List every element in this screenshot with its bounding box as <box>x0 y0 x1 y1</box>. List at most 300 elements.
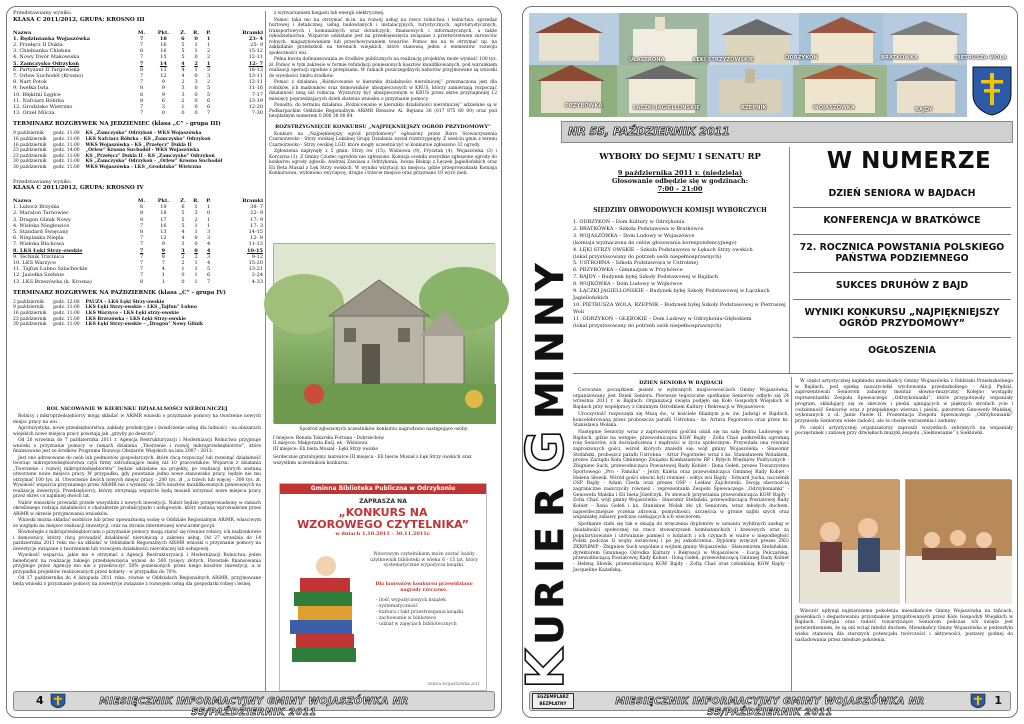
cover-page <box>516 6 1018 718</box>
table-cell: 10. Błękitni Łęgłce <box>13 91 61 98</box>
results-intro-1: Przedstawiamy wyniki: <box>13 10 72 16</box>
schedule-cell: godz. 12:00 <box>53 299 80 305</box>
schedule-cell: 23 październik <box>13 316 47 322</box>
paragraph: Od 17 października do 4 listopada 2011 roku, równie w Oddziałach Regionalnych ARiMR, przyjmowane będą wnioski o przyznanie pomocy na inwestycje związane z rozwojem usług dla gospodarki rolnej i leśnej. <box>13 576 261 587</box>
table-cell: 8 <box>139 278 144 285</box>
masthead-letter: N <box>528 295 572 327</box>
schedule-cell: godz. 11:00 <box>53 164 80 170</box>
table-cell: 12-11 <box>248 54 263 61</box>
village-caption: RZEPNIK <box>741 105 767 111</box>
village-caption: WOJASZÓWKA <box>813 105 855 111</box>
senior-photo-1 <box>799 479 899 603</box>
coat-of-arms-icon <box>968 693 988 709</box>
paragraph: Od 26 września do 7 października 2011 r. Agencja Restrukturyzacji i Modernizacji Rolnictwa przyjmuje wnioski o przyznanie pomocy w ramach działania „Tworzenie i rozwój mikroprzedsiębiorstw”, które finansowane jest ze środków Programu Rozwoju Obszarów Wiejskich na lata 2007 - 2013. <box>13 438 261 454</box>
table-cell: 5 <box>206 266 211 273</box>
district-item: 5. USTROBNA – Szkoła Podstawowa w Ustrobnej <box>573 260 698 267</box>
schedule-cell: godz. 14:00 <box>53 148 80 154</box>
winner-item: I miejsce: Renata Tokarska Fortuna - Dobrzechów <box>273 435 385 441</box>
table-cell: 11. Nafciarz Bóbrka <box>13 97 65 104</box>
gmina-crest-icon <box>971 65 1013 117</box>
schedule-cell: KS „Zamczysko” Odrzykoń - „Orlew” Krosno Suchodół <box>85 159 223 165</box>
column-header: Pkt. <box>157 198 170 204</box>
paragraph: Pomoc taka mo na otrzymać m.in. na rozwój usług na rzecz rolnictwa i leśnictwa, sprzedaż hurtowej i detalicznej, usług budowlanych i instalacyjnych, turystycznych, agroturystycznych, transportowych i komunalnych oraz doradczych, finansowych i informatycznych, a także rękodzielnictwa. Wsparcie udzielane jest na przedsięwzięcia związane z przetwórstwem surowców rolnych, magazynowaniem lub przechowywaniem towarów. Pomoc mo na te otrzymać np. na zakładanie przedszkoli na terenach wiejskich, które stanowią jeden z elementów rozwoju społeczności wsi. <box>269 17 497 56</box>
kurier-gminny-masthead <box>516 121 576 697</box>
schedule-cell: LKS Warzyce – LKS Łęki strzy-owskie <box>85 311 179 317</box>
table-cell: 11-13 <box>248 241 263 248</box>
table-cell: 6 <box>181 35 185 42</box>
table-cell: 3 <box>206 66 211 73</box>
table-cell: 7 <box>206 278 211 285</box>
back-page <box>6 6 502 718</box>
masthead-letter: K <box>516 648 576 689</box>
table-cell: 8 <box>139 48 144 55</box>
schedule-title-1: TERMINARZ ROZGRYWEK NA JEDZIENIEC (klasa „C” - grupa III) <box>13 121 221 128</box>
table-cell: 4 <box>181 235 185 242</box>
table-cell: 1 <box>181 266 185 273</box>
table-cell: 3 <box>181 85 185 92</box>
table-cell: 4-33 <box>251 278 263 285</box>
senior-day-article <box>573 377 789 695</box>
district-item: 10. PIETRUSZA WOLA, RZEPNIK – Budynek byłej Szkoły Podstawowej w Pietruszej Woli <box>573 301 786 315</box>
table-cell: 3 <box>181 241 185 248</box>
seniors-photo-image <box>800 480 900 604</box>
table-cell: 6 <box>181 204 185 211</box>
district-item: 6. PRZYBÓWKA – Gimnazjum w Przybówce <box>573 267 683 274</box>
table-cell: 8 <box>139 97 144 104</box>
criteria-item: - kultura i takt przestrzegania książki <box>376 610 464 615</box>
table-cell: 1 <box>194 229 198 236</box>
table-cell: 3. Chlebianka Chlebna <box>13 48 71 55</box>
poster-criteria <box>376 598 480 628</box>
contents-item: 72. ROCZNICA POWSTANIA POLSKIEGO PAŃSTWA PODZIEMNEGO <box>793 235 1011 273</box>
table-cell: 9 <box>161 247 166 254</box>
table-cell: 1 <box>206 41 211 48</box>
column-header: Z. <box>180 198 186 204</box>
table-cell: 7 <box>139 72 144 79</box>
winners-box <box>273 427 495 479</box>
table-cell: 7 <box>139 260 144 267</box>
table-cell: 1 <box>194 260 198 267</box>
schedule-table-2 <box>13 300 263 328</box>
paragraph: Wysokość wsparcia, jakie mo e otrzymać z Agencji Restrukturyzacji i Modernizacji Rolnictwa jeden beneficjent na realizację takiego przedsięwzięcia wynosi do 500 tysięcy złotych. Pozostałe finansowania przyjmuje przez Agencję mo nie z przekroczyć 50% poniesionych przez niego kosztów inwestycji, a w przypadku projektów realizowanych przez kobiety - w przypadku do 70%. <box>13 553 261 575</box>
table-cell: 15-12 <box>248 48 263 55</box>
league-table-1 <box>13 30 263 117</box>
column-header: M. <box>137 29 146 36</box>
village-caption: ŁĄCZKI JAGIELLOŃSKIE <box>633 105 700 111</box>
results-intro-2: Przedstawiamy wyniki: <box>13 178 72 185</box>
table-cell: 14-15 <box>248 229 263 236</box>
table-cell: 5 <box>181 54 185 61</box>
table-row <box>13 279 263 285</box>
contents-item: SUKCES DRUHÓW Z BAJD <box>793 273 1011 300</box>
contents-title: W NUMERZE <box>826 148 992 174</box>
winner-item: III miejsce: Eli bieta Musiał - Łęki Strzy owskie <box>273 446 378 452</box>
table-cell: 8. Nart Potok <box>13 79 47 86</box>
poster-title-2: WZOROWEGO CZYTELNIKA” <box>297 518 469 531</box>
table-cell: 0 <box>194 97 198 104</box>
table-cell: 8 <box>139 91 144 98</box>
table-cell: 3 <box>181 91 185 98</box>
table-cell: 1 <box>161 278 165 285</box>
paragraph: Corocznie, początkiem jesieni w wybranych miejscowościach Gminy Wojaszówka, organizowany jest Dzień Seniora. Pierwsze tegoroczne spotkanie Seniorów odbyło się 24 września 2011 r. w Bajdach. Organizacji święta podjęło się Koło Gospodyń Wiejskich w Bajdach przy współpracy z Gminnym Ośrodkiem Kultury i Rekreacji w Wojaszówce. <box>573 388 789 411</box>
table-cell: 3. Dragon Glinik Nowy <box>13 216 71 223</box>
contents-item: WYNIKI KONKURSU „NAJPIĘKNIEJSZY OGRÓD PRZYDOMOWY” <box>793 300 1011 338</box>
table-cell: 2 <box>206 54 211 61</box>
table-cell: 7 <box>139 79 144 86</box>
table-cell: 4. Nowy Dwór Makowiska <box>13 54 80 61</box>
table-cell: 0 <box>161 110 165 117</box>
table-cell: 7 <box>139 235 144 242</box>
table-cell: 6 <box>206 103 211 110</box>
masthead-letter: G <box>516 430 576 473</box>
table-cell: 0 <box>181 272 185 279</box>
coat-of-arms-icon <box>48 693 68 709</box>
table-cell: 0 <box>194 85 198 92</box>
table-cell: 0 <box>181 278 185 285</box>
table-cell: 4 <box>181 229 185 236</box>
table-cell: 12-20 <box>248 103 263 110</box>
table-cell: 7 <box>139 241 144 248</box>
table-cell: 9 <box>161 85 165 92</box>
table-cell: 9-12 <box>251 253 263 260</box>
column-header: Bramki <box>242 29 263 36</box>
election-title: WYBORY DO SEJMU I SENATU RP <box>599 151 761 161</box>
table-cell: 6. Partyzant II Targowiska <box>13 66 80 73</box>
table-cell: 13-11 <box>248 72 263 79</box>
table-cell: 16 <box>160 41 167 48</box>
table-cell: 15-20 <box>248 260 263 267</box>
table-cell: 6. Nieplanka Niepla <box>13 235 64 242</box>
paragraph: Następnie Seniorzy wraz z zaproszonymi gośćmi udali się na salę Domu Ludowego w Bajdach, gdzie na wstępie, przewodnicząca KGW Bajdy - Zofia Chaś podkreśliła ogromną rolę Seniorów, ich doświadczenia i mądrości w życiu społecznym. Przywitała ona również zaproszonych gości, wśród których znaleźli się: wójt gminy Wojaszówka - Sławomir Stefański, proboszcz parafii Ustrobna - Artur Pogorzelec wraz z ks. Stanisławem Wolakiem, prezes Zarządu Koła Gminnego Związku Kombatantów RP i Byłych Więźniów Politycznych - Zbigniew Such, przewodnicząca Powiatowej Rady Kobiet - Ilona Gołeń, prezes Towarzystwa Sportowego „Pro - Familia” - Jerzy Kaleta oraz przewodnicząca Gminnej Rady Kobiet - Helena Słowik. Wśród gości obecni byli również : sołtys wsi Bajdy - Edward Jucha, naczelnik OSP Bajdy - Adam Ciesla oraz prezes OSP - Lesław Zajchowski. Swoją obecnością zagraniczne zaszczyciły również : reprezentanki Zespołu Śpiewaczego „Odrzykonianki” - Genowefa Malska i Eli bieta Józefczyk. Po słowach przywitania przewodnicząca KGW Bajdy - Zofia Chaś, wójt gminy Wojaszówka - Sławomir Stefański, przewodnicząca Powiatowej Rady Kobiet - Ilona Gołeń i ks. Stanisław Wolak zło yli Seniorom, wraz młodych duchem, najserdeczniejsze yczenia zdrowia, pomyślności, szczęścia w gronie najbli szych oraz wspaniałej zabawy podczas czekających ich wieczorem. <box>573 429 789 521</box>
column-header: Nazwa <box>13 198 32 204</box>
schedule-cell: KS „Przełęcz” Dukla II - KS „Zamczysko” Odrzykoń <box>85 153 215 159</box>
table-cell: 0 <box>194 241 198 248</box>
page-number: 4 <box>36 694 44 707</box>
schedule-cell: godz. 11:00 <box>53 142 80 148</box>
paragraph: z wytwarzaniem biogazu lub energii elektrycznej. <box>274 11 385 16</box>
senior-article-continued <box>795 379 1013 475</box>
table-cell: 1 <box>206 35 211 42</box>
paragraph: Rolnicy i mikroprzedsiębiorcy mogą składać w ARiMR wnioski o przyznanie pomocy na tworzenie nowych miejsc pracy na wsi. <box>13 414 261 425</box>
column-header: Bramki <box>242 198 263 204</box>
masthead-letter: M <box>528 381 572 419</box>
table-cell: 8 <box>139 210 144 217</box>
table-cell: 7 <box>139 272 144 279</box>
schedule-cell: 30 październik <box>13 159 47 165</box>
village-caption: PIETRUSZA WOLA <box>955 55 1007 61</box>
table-cell: 1 <box>206 222 211 229</box>
criteria-item: - zachowanie w bibliotece <box>376 616 437 621</box>
schedule-cell: 16 październik <box>13 136 47 142</box>
table-cell: 1. Rędzinianka Wojaszówka <box>13 35 90 42</box>
schedule-cell: godz. 11:00 <box>53 153 80 159</box>
table-cell: 5 <box>206 91 211 98</box>
table-cell: 0 <box>194 35 198 42</box>
table-cell: 18-13 <box>248 66 263 73</box>
column-header: Z. <box>180 29 186 36</box>
table-cell: 7 <box>206 110 211 117</box>
table-cell: 16 <box>160 222 167 229</box>
table-cell: 17- 3 <box>250 222 263 229</box>
table-cell: 12. Jasiołka Szebnie <box>13 272 64 279</box>
table-cell: 1 <box>194 204 198 211</box>
page-footer <box>529 691 1011 718</box>
table-cell: 22- 9 <box>250 210 263 217</box>
village-photos-image <box>529 13 967 117</box>
schedule-cell: 9 październik <box>13 131 44 137</box>
table-cell: 0 <box>206 210 211 217</box>
table-cell: 1 <box>194 41 198 48</box>
column-header: M. <box>137 198 146 204</box>
table-cell: 2. Przełęcz II Dukla <box>13 41 63 48</box>
contents-item: DZIEŃ SENIORA W BAJDACH <box>793 181 1011 208</box>
table-cell: 4 <box>181 66 185 73</box>
poster-prizes: Dla laureatów konkursu przewidziano nagrody rzeczowe. <box>375 582 473 593</box>
table-cell: 13. Orzeł Milcza <box>13 110 55 117</box>
schedule-cell: WKS Wojaszówka - LKS „Grodzisko” Wietrzno <box>85 164 202 170</box>
table-cell: 13-21 <box>248 266 263 273</box>
table-cell: 13 <box>160 229 167 236</box>
table-cell: 13-19 <box>248 97 263 104</box>
table-cell: 14 <box>159 60 167 67</box>
garden-photo <box>273 243 495 423</box>
table-cell: 5 <box>181 210 185 217</box>
garden-miniature-image <box>274 244 496 424</box>
district-item: (komisja wyznaczona do celów głosowania korespondencyjnego) <box>573 239 737 246</box>
table-cell: 6 <box>206 272 211 279</box>
table-cell: 0 <box>194 103 198 110</box>
column-header: P. <box>206 29 211 36</box>
table-cell: 0 <box>194 247 198 254</box>
masthead-letter: E <box>528 527 572 553</box>
table-cell: 7 <box>139 60 144 67</box>
table-cell: 7 <box>139 222 144 229</box>
schedule-cell: PAUZA – LKS Łęki Strzy-owskie <box>85 299 165 305</box>
village-photo-mosaic <box>529 13 967 117</box>
table-cell: 5 <box>181 41 185 48</box>
contents-item: OGŁOSZENIA <box>868 345 936 356</box>
table-cell: 4 <box>206 247 211 254</box>
page-number: 1 <box>994 694 1002 707</box>
district-item: 7. BAJDY – Budynek byłej Szkoły Podstawowej w Bajdach <box>573 274 719 281</box>
table-cell: 1 <box>161 272 165 279</box>
column-header: P. <box>206 198 211 204</box>
table-cell: 8 <box>139 85 144 92</box>
column-divider <box>789 147 790 373</box>
masthead-letter: Y <box>528 263 572 291</box>
schedule-cell: 23 październik <box>13 148 47 154</box>
districts-title: SIEDZIBY OBWODOWYCH KOMISJI WYBORCZYCH <box>593 207 767 214</box>
poster-invite: ZAPRASZA NA <box>359 498 407 505</box>
table-cell: 8 <box>139 204 144 211</box>
schedule-cell: „Orlew” Krosno Suchodół - WKS Wojaszówka <box>85 148 200 154</box>
schedule-cell: godz. 11:00 <box>53 322 80 328</box>
table-cell: 9 <box>161 91 165 98</box>
schedule-cell: 9 październik <box>13 305 44 311</box>
results-title-1: KLASA C 2011/2012, GRUPA: KROSNO III <box>13 16 145 23</box>
column-header: R. <box>193 29 200 36</box>
district-item: 9. ŁĄCZKI JAGIELLOŃSKIE – Budynek byłej Szkoły Podstawowej w Łączkach Jagiellońskich <box>573 288 770 301</box>
table-cell: 12 <box>160 235 167 242</box>
schedule-cell: 16 październik <box>13 311 47 317</box>
table-cell: 7 <box>139 110 144 117</box>
contest-closing: Serdecznie gratulujemy laureatce III miejsca - Eli biecie Musiał z Łęk Strzy owskich oraz wszystkim uczestnikom konkursu. <box>273 455 472 466</box>
table-cell: 23- 4 <box>248 35 263 42</box>
paragraph: Po części artystycznej organizatorzy zaprosili wszystkich zebranych na wspaniały poczęstunek i zabawę przy dźwiękach muzyki zespołu „Sieklowianie” z Sieklówki. <box>795 425 1013 437</box>
table-cell: 1 <box>206 216 211 223</box>
table-cell: 7. Orlew Suchodół (Krosno) <box>13 72 84 79</box>
masthead-letter: N <box>528 331 572 363</box>
masthead-letter: I <box>528 368 572 383</box>
table-cell: 2-24 <box>251 272 263 279</box>
page-footer <box>13 691 495 718</box>
schedule-cell: godz. 11:00 <box>53 316 80 322</box>
masthead-letter: R <box>528 579 572 609</box>
table-cell: 5 <box>181 222 185 229</box>
schedule-cell: godz. 11:00 <box>53 131 80 137</box>
results-title-2: KLASA C 2011/2012, GRUPA: KROSNO IV <box>13 185 144 191</box>
section-divider <box>573 373 1013 374</box>
table-cell: 0 <box>181 110 185 117</box>
table-cell: 2 <box>194 253 198 260</box>
election-hours-label: Głosowanie odbędzie się w godzinach: <box>611 177 749 185</box>
table-cell: 3 <box>206 229 211 236</box>
table-cell: 0 <box>194 110 198 117</box>
table-cell: 7-30 <box>251 110 263 117</box>
table-cell: 3 <box>181 247 185 254</box>
district-item: 8. WOJKÓWKA – Dom Ludowy w Wojkówce <box>573 281 683 288</box>
table-cell: 2 <box>206 79 211 86</box>
village-caption: BAJDY <box>915 107 933 113</box>
schedule-cell: 16 październik <box>13 142 47 148</box>
table-row <box>13 110 263 116</box>
table-cell: 9 <box>161 241 165 248</box>
free-copy-text: EGZEMPLARZ BEZPŁATNY <box>537 694 569 706</box>
table-cell: 7 <box>139 103 144 110</box>
schedule-cell: WKS Wojaszówka - KS „Przełęcz” Dukla II <box>85 142 192 148</box>
schedule-cell: 30 październik <box>13 322 47 328</box>
table-cell: 5 <box>181 216 185 223</box>
table-cell: 2 <box>194 60 198 67</box>
table-cell: 7 <box>139 41 144 48</box>
poster-footer: GMINA WOJASZÓWKA 2011 <box>427 682 480 686</box>
schedule-cell: LKS Łęki Strzy-owskie – „Dragon” Nowy Glinik <box>85 322 203 328</box>
table-cell: 0 <box>194 72 198 79</box>
district-item: (lokal przystosowany do potrzeb osób niepełnosprawnych) <box>573 322 722 329</box>
senior-title: DZIEŃ SENIORA W BAJDACH <box>639 380 723 386</box>
table-cell: 3 <box>194 79 198 86</box>
criteria-item: - ilość wypożyczonych książek <box>376 598 446 603</box>
table-cell: 1 <box>194 66 198 73</box>
table-cell: 10-15 <box>247 247 263 254</box>
table-cell: 8 <box>161 253 165 260</box>
table-cell: 13. LKS Brzezówka (k. Krosna) <box>13 278 92 285</box>
column-divider <box>265 11 266 693</box>
books-stack-image <box>286 552 362 672</box>
table-cell: 1 <box>206 204 211 211</box>
table-cell: 3 <box>206 235 211 242</box>
table-cell: 5 <box>206 85 211 92</box>
table-cell: 3 <box>194 210 198 217</box>
table-cell: 9. Iwełka Iwla <box>13 85 49 92</box>
paragraph: Spotkanie stało się tak e okazją do wręczenia dyplomów w uznaniu wybitnych zasług w działalności społecznej na rzecz stowarzyszeń kombatanckich i kresowych oraz za popularyzowanie i utrwalanie pamięci o ludziach i ich czynach w walce o niepodległość Polski podczas II wojny światowej i po jej zakończeniu. Dyplomy wręczył prezes ZKG ZKRPiBWP - Zbigniew Such wspólnie z wójtem gminy Wojaszówka - Sławomirem Stefańskim, dyrektorem Gminnego Ośrodka Kultury i Rekreacji w Wojaszówce - Łucją Pelczarską, przewodniczącą Powiatowej Rady Kobiet - Iloną Gołeń, przewodniczącą Gminnej Rady Kobiet - Heleną Słowik, przewodniczącą KGW Bajdy - Zofią Chaś oraz członkinią KGW Bajdy - Jacqueline Kazańską. <box>573 522 789 573</box>
table-cell: 0 <box>194 235 198 242</box>
table-cell: 1 <box>194 266 198 273</box>
village-caption: ŁĘKI STRZYŻOWSKIE <box>693 57 754 63</box>
article-rolnicy <box>13 403 261 693</box>
table-cell: 12. Grodzisko Wietrzno <box>13 103 73 110</box>
election-date: 9 października 2011 r. (niedziela) <box>617 169 743 177</box>
table-cell: 0 <box>194 54 198 61</box>
table-cell: 9. Technik Trzcinica <box>13 253 65 260</box>
paragraph: Konkurs na „Najpiękniejszy ogród przydomowy” ogłoszony przez Biuro Stowarzyszenia Czarnorzecko - Strzy owskiej Lokalnej Grupy Działania został rozstrzygnięty. Z sześciu gmin z terenu Czarnorzecko - Strzy owskiej LGD, które mogły uczestniczyć w konkursie zgłoszono 32 ogrody. <box>269 131 497 148</box>
table-cell: 7 <box>139 35 144 42</box>
table-cell: 12 <box>160 72 167 79</box>
district-item: (lokal przystosowany do potrzeb osób niepełnosprawnych) <box>573 253 722 260</box>
district-item: 1. ODRZYKOŃ – Dom Kultury w Odrzykoniu <box>573 219 685 225</box>
table-cell: 8 <box>139 216 144 223</box>
table-cell: 4 <box>181 72 185 79</box>
village-caption: BRATKÓWKA <box>881 55 919 61</box>
sports-column <box>13 11 263 399</box>
schedule-cell: godz. 11:00 <box>53 136 80 142</box>
schedule-cell: 30 październik <box>13 164 47 170</box>
table-cell: 1 <box>194 278 198 285</box>
table-cell: 5 <box>181 48 185 55</box>
village-caption: PRZYBÓWKA <box>565 103 603 109</box>
table-cell: 7-17 <box>251 91 263 98</box>
schedule-row <box>13 165 263 171</box>
table-cell: 2 <box>206 48 211 55</box>
table-cell: 11. Tajfun Łubno Szlacheckie <box>13 266 88 273</box>
table-cell: 13 <box>160 66 167 73</box>
schedule-cell: LKS Nafciarz Bóbrka - KS „Zamczysko” Odrzykoń <box>85 136 211 142</box>
table-cell: 5. Zamczysko Odrzykoń <box>13 60 79 67</box>
criteria-item: - systematyczność <box>376 604 419 609</box>
table-cell: 2 <box>181 79 185 86</box>
league-table-2 <box>13 198 263 285</box>
table-cell: 18 <box>159 35 167 42</box>
issue-banner: NR 55, PAŹDZIERNIK 2011 <box>561 121 1013 143</box>
paragraph: Wnioski można składać osobiście lub przez upoważnioną osobę w Oddziale Regionalnym ARiMR, właściwym ze względu na miejsce realizacji inwestycji, oraz na stronie internetowej www.arimr.gov.pl. <box>13 518 261 529</box>
district-item: 3. WOJASZÓWKA – Dom Ludowy w Wojaszówce <box>573 232 695 239</box>
senior-photo-2 <box>905 479 1011 603</box>
schedule-cell: 23 październik <box>13 153 47 159</box>
column-header: R. <box>193 198 200 204</box>
table-cell: 0 <box>194 91 198 98</box>
table-cell: 2 <box>181 97 185 104</box>
table-cell: 1 <box>194 48 198 55</box>
table-cell: 4 <box>161 266 165 273</box>
table-cell: 17 <box>160 216 167 223</box>
poster-dates: w dniach 1.10.2011 - 30.11.2011r. <box>335 531 431 537</box>
column-header: Nazwa <box>13 29 32 36</box>
schedule-table-1 <box>13 131 263 170</box>
table-cell: 16 <box>160 48 167 55</box>
table-cell: 3 <box>206 253 211 260</box>
table-cell: 2. Maraton Tarnowiec <box>13 210 69 217</box>
table-cell: 8. LKS Łęki Strzy-owskie <box>13 247 83 254</box>
table-cell: 10. LKS Warzyce <box>13 260 56 267</box>
table-cell: 2 <box>181 260 185 267</box>
footer-title: MIESIĘCZNIK INFORMACYJNY GMINY WOJASZÓWKA NR 55/PAŹDZIERNIK 2011 <box>99 696 409 718</box>
contents-item: KONFERENCJA W BRATKÓWCE <box>793 208 1011 235</box>
schedule-cell: LKS Brzezówka – LKS Łęki Strzy-owskie <box>85 316 187 322</box>
table-cell: 12- 8 <box>250 235 263 242</box>
table-cell: 9 <box>161 79 165 86</box>
table-cell: 15 <box>160 54 167 61</box>
election-notice <box>573 151 787 369</box>
